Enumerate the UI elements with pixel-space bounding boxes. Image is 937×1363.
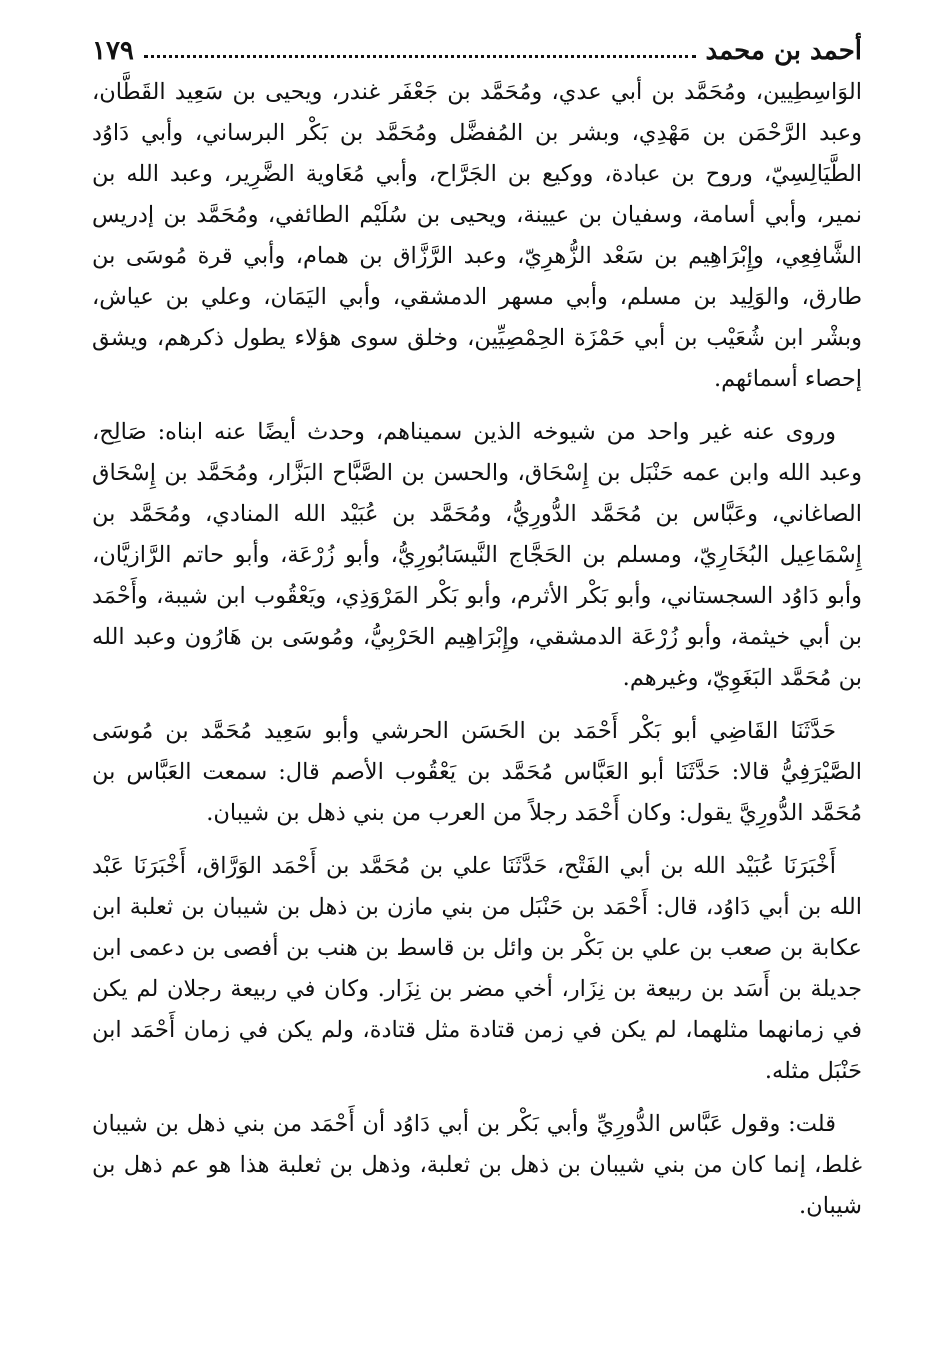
paragraph-lineage: أَخْبَرَنَا عُبَيْد الله بن أبي الفَتْح، حَدَّثَنَا علي بن مُحَمَّد بن أَحْمَد الوَرَّاق، أَخْبَرَنَا عَبْد الله بن أبي دَاوُد، قال: أَحْمَد بن حَنْبَل من بني مازن بن ذهل بن شيبان بن ثعلبة ابن عكابة بن صعب بن علي بن بَكْر بن وائل بن قاسط بن هنب بن أفصى بن دعمى ابن جديلة بن أَسَد بن ربيعة بن نِزَار، أخي مضر بن نِزَار. وكان في ربيعة رجلان لم يكن في زمانهما مثلهما، لم يكن في زمن قتادة مثل قتادة، ولم يكن في زمان أَحْمَد ابن حَنْبَل مثله. (92, 853, 862, 1084)
dotted-leader (144, 55, 696, 58)
page-number: ١٧٩ (92, 36, 134, 66)
paragraph-teachers-list: الوَاسِطِيين، ومُحَمَّد بن أبي عدي، ومُحَمَّد بن جَعْفَر غندر، ويحيى بن سَعِيد القَطَّان، وعبد الرَّحْمَن بن مَهْدِي، وبشر بن المُفضَّل ومُحَمَّد بن بَكْر البرساني، وأبي دَاوُد الطَّيَالِسِيّ، وروح بن عبادة، ووكيع بن الجَرَّاح، وأبي مُعَاوية الضَّرِير، وعبد الله بن نمير، وأبي أسامة، وسفيان بن عيينة، ويحيى بن سُلَيْم الطائفي، ومُحَمَّد بن إدريس الشَّافِعِي، وإِبْرَاهِيم بن سَعْد الزُّهرِيّ، وعبد الرَّزَّاق بن همام، وأبي قرة مُوسَى بن طارق، والوَلِيد بن مسلم، وأبي مسهر الدمشقي، وأبي اليَمَان، وعلي بن عياش، وبشْر ابن شُعَيْب بن أبي حَمْزَة الحِمْصِيِّين، وخلق سوى هؤلاء يطول ذكرهم، ويشق إحصاء أسمائهم. (92, 79, 862, 392)
book-page (92, 30, 862, 1227)
page-header (92, 30, 862, 66)
paragraph-author-note: قلت: وقول عَبَّاس الدُّورِيِّ وأبي بَكْر بن أبي دَاوُد أن أَحْمَد من بني ذهل بن شيبان غلط، إنما كان من بني شيبان بن ذهل بن ثعلبة، وذهل بن ثعلبة هذا هو عم ذهل بن شيبان. (92, 1111, 862, 1219)
paragraph-narration-duri: حَدَّثَنَا القَاضِي أبو بَكْر أَحْمَد بن الحَسَن الحرشي وأبو سَعِيد مُحَمَّد بن مُوسَى الصَّيْرَفِيُّ قالا: حَدَّثَنَا أبو العَبَّاس مُحَمَّد بن يَعْقُوب الأصم قال: سمعت العَبَّاس بن مُحَمَّد الدُّورِيَّ يقول: وكان أَحْمَد رجلاً من العرب من بني ذهل بن شيبان. (92, 718, 862, 826)
running-title: أحمد بن محمد (705, 36, 862, 66)
paragraph-students-list: وروى عنه غير واحد من شيوخه الذين سميناهم، وحدث أيضًا عنه ابناه: صَالِح، وعبد الله وابن عمه حَنْبَل بن إِسْحَاق، والحسن بن الصَّبَّاح البَزَّار، ومُحَمَّد بن إِسْحَاق الصاغاني، وعَبَّاس بن مُحَمَّد الدُّورِيُّ، ومُحَمَّد بن عُبَيْد الله المنادي، ومُحَمَّد بن إِسْمَاعِيل البُخَارِيّ، ومسلم بن الحَجَّاج النَّيسَابُورِيُّ، وأبو زُرْعَة، وأبو حاتم الرَّازيَّان، وأبو دَاوُد السجستاني، وأبو بَكْر الأثرم، وأبو بَكْر المَرْوَذِي، ويَعْقُوب ابن شيبة، وأَحْمَد بن أبي خيثمة، وأبو زُرْعَة الدمشقي، وإِبْرَاهِيم الحَرْبِيُّ، ومُوسَى بن هَارُون وعبد الله بن مُحَمَّد البَغَوِيّ، وغيرهم. (92, 419, 862, 691)
